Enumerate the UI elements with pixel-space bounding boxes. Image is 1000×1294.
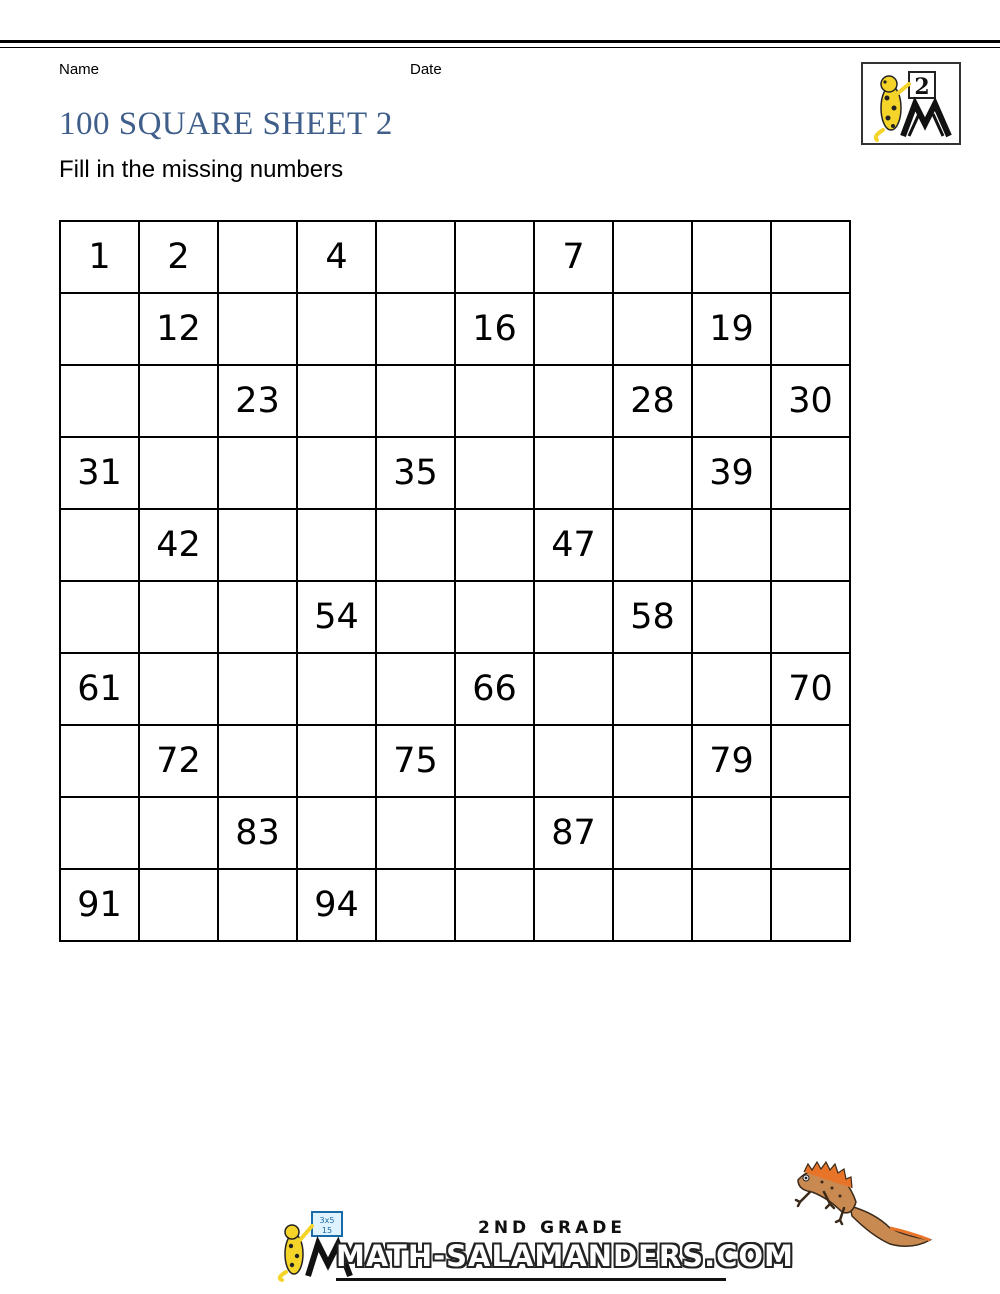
grid-cell: 30 [771,365,850,437]
grid-row [60,221,850,293]
grade-badge [861,62,961,145]
grid-cell-blank[interactable] [218,725,297,797]
grid-cell: 75 [376,725,455,797]
grid-cell: 2 [139,221,218,293]
grid-cell-blank[interactable] [139,437,218,509]
grid-cell-blank[interactable] [297,437,376,509]
grid-cell-blank[interactable] [455,221,534,293]
grid-cell-blank[interactable] [613,725,692,797]
grid-cell-blank[interactable] [692,869,771,941]
grid-cell-blank[interactable] [771,221,850,293]
logo-board-line-1: 3x5 [319,1216,335,1225]
grid-cell-blank[interactable] [60,293,139,365]
grid-cell-blank[interactable] [60,797,139,869]
footer-site-text: MATH-SALAMANDERS.COM [336,1239,794,1273]
grid-cell: 70 [771,653,850,725]
grid-cell: 58 [613,581,692,653]
grid-cell-blank[interactable] [297,653,376,725]
grid-cell-blank[interactable] [455,869,534,941]
grid-cell-blank[interactable] [692,221,771,293]
grid-cell: 61 [60,653,139,725]
grid-cell: 16 [455,293,534,365]
grid-cell: 28 [613,365,692,437]
name-label: Name [59,61,100,78]
grid-cell-blank[interactable] [455,509,534,581]
grid-cell: 94 [297,869,376,941]
grid-row [60,365,850,437]
grid-cell-blank[interactable] [534,293,613,365]
grid-row [60,797,850,869]
grid-cell-blank[interactable] [139,869,218,941]
grid-cell-blank[interactable] [771,725,850,797]
grid-cell-blank[interactable] [455,365,534,437]
grid-cell-blank[interactable] [376,581,455,653]
instructions: Fill in the missing numbers [59,156,344,183]
grid-cell-blank[interactable] [376,653,455,725]
grid-row [60,653,850,725]
grid-cell: 42 [139,509,218,581]
grid-row [60,725,850,797]
grid-row [60,509,850,581]
grid-row [60,293,850,365]
grid-cell-blank[interactable] [534,869,613,941]
grid-cell-blank[interactable] [771,797,850,869]
grid-cell-blank[interactable] [613,797,692,869]
grid-row [60,581,850,653]
hundred-square-grid [59,220,851,942]
footer-grade-text: 2ND GRADE [478,1218,627,1238]
grid-cell-blank[interactable] [692,797,771,869]
grid-cell-blank[interactable] [692,653,771,725]
grid-cell-blank[interactable] [218,509,297,581]
salamander-grade-badge-icon [863,64,959,143]
grid-cell-blank[interactable] [455,797,534,869]
grid-cell: 91 [60,869,139,941]
grid-cell-blank[interactable] [60,581,139,653]
grid-cell-blank[interactable] [534,365,613,437]
grid-cell-blank[interactable] [139,581,218,653]
grid-cell-blank[interactable] [534,581,613,653]
grid-cell-blank[interactable] [218,581,297,653]
grid-cell: 7 [534,221,613,293]
grid-cell-blank[interactable] [376,509,455,581]
grid-cell-blank[interactable] [218,293,297,365]
grid-cell-blank[interactable] [218,653,297,725]
grid-cell-blank[interactable] [455,581,534,653]
grid-cell-blank[interactable] [376,221,455,293]
grid-cell: 72 [139,725,218,797]
top-rule-thick [0,40,1000,43]
grid-cell-blank[interactable] [297,293,376,365]
grid-cell: 83 [218,797,297,869]
grid-cell-blank[interactable] [613,437,692,509]
grid-cell-blank[interactable] [218,221,297,293]
grid-cell: 66 [455,653,534,725]
grid-cell-blank[interactable] [376,869,455,941]
grid-cell-blank[interactable] [218,437,297,509]
grid-cell: 54 [297,581,376,653]
grid-cell-blank[interactable] [139,365,218,437]
grid-cell: 39 [692,437,771,509]
date-label: Date [410,61,442,78]
grid-row [60,437,850,509]
grid-cell-blank[interactable] [692,509,771,581]
grid-cell-blank[interactable] [771,869,850,941]
logo-board-line-2: 15 [321,1226,333,1235]
grid-cell-blank[interactable] [376,365,455,437]
grid-cell: 1 [60,221,139,293]
grid-cell-blank[interactable] [613,509,692,581]
grid-cell-blank[interactable] [297,365,376,437]
grid-cell: 4 [297,221,376,293]
grid-cell-blank[interactable] [455,725,534,797]
grid-cell-blank[interactable] [297,725,376,797]
worksheet-title: 100 SQUARE SHEET 2 [59,106,393,142]
grid-cell-blank[interactable] [771,509,850,581]
grid-cell-blank[interactable] [771,437,850,509]
badge-grade-number: 2 [914,74,930,100]
top-rule-thin [0,47,1000,48]
grid-cell-blank[interactable] [613,869,692,941]
grid-cell-blank[interactable] [376,797,455,869]
grid-cell-blank[interactable] [534,725,613,797]
grid-cell-blank[interactable] [297,797,376,869]
grid-cell-blank[interactable] [771,581,850,653]
grid-cell: 79 [692,725,771,797]
grid-cell-blank[interactable] [613,293,692,365]
grid-cell: 35 [376,437,455,509]
grid-cell-blank[interactable] [218,869,297,941]
grid-cell: 31 [60,437,139,509]
grid-cell-blank[interactable] [60,365,139,437]
grid-cell-blank[interactable] [613,221,692,293]
grid-cell: 23 [218,365,297,437]
grid-cell: 47 [534,509,613,581]
grid-cell-blank[interactable] [692,581,771,653]
grid-cell-blank[interactable] [60,725,139,797]
grid-row [60,869,850,941]
grid-cell-blank[interactable] [692,365,771,437]
grid-cell-blank[interactable] [455,437,534,509]
grid-cell-blank[interactable] [60,509,139,581]
grid-cell: 19 [692,293,771,365]
grid-cell-blank[interactable] [534,653,613,725]
grid-cell: 12 [139,293,218,365]
salamander-illustration-icon [790,1158,935,1253]
grid-cell-blank[interactable] [139,653,218,725]
grid-cell-blank[interactable] [139,797,218,869]
grid-cell-blank[interactable] [297,509,376,581]
grid-cell-blank[interactable] [534,437,613,509]
grid-cell-blank[interactable] [613,653,692,725]
grid-cell-blank[interactable] [376,293,455,365]
grid-cell: 87 [534,797,613,869]
grid-cell-blank[interactable] [771,293,850,365]
